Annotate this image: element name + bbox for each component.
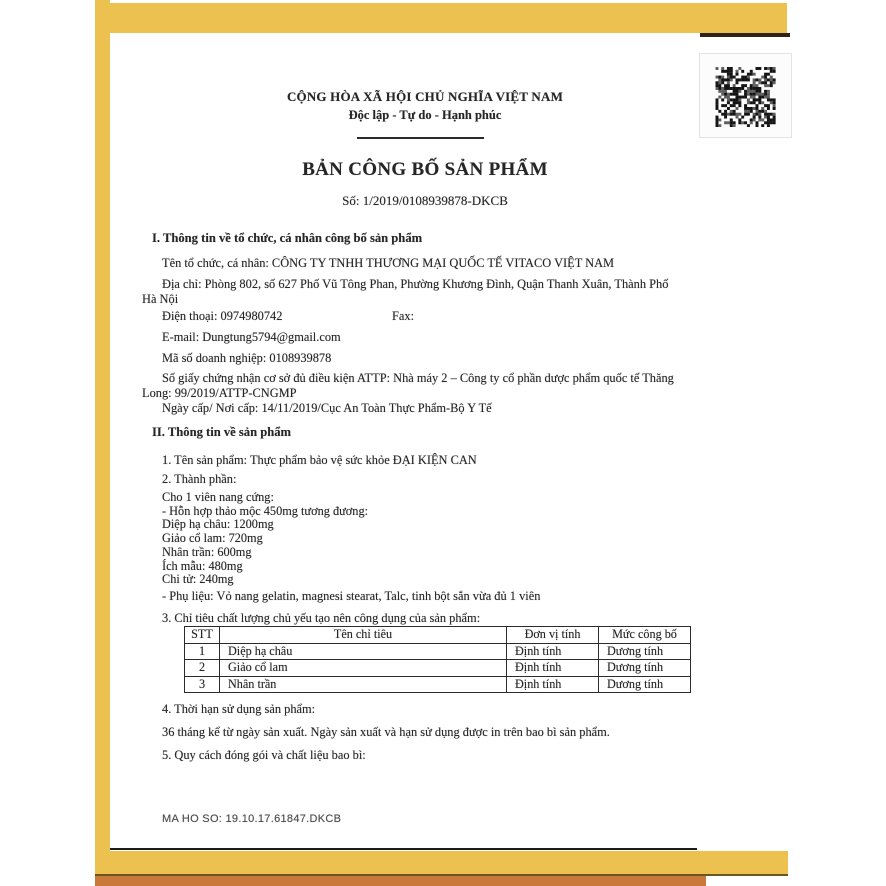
email-line: E-mail: Dungtung5794@gmail.com bbox=[162, 330, 341, 344]
national-motto: Độc lập - Tự do - Hạnh phúc bbox=[348, 108, 502, 122]
excipients: - Phụ liệu: Vỏ nang gelatin, magnesi stearat, Talc, tinh bột sắn vừa đủ 1 viên bbox=[162, 589, 541, 603]
motto-divider bbox=[357, 137, 484, 139]
national-title: CỘNG HÒA XÃ HỘI CHỦ NGHĨA VIỆT NAM bbox=[286, 89, 564, 104]
quality-heading: 3. Chỉ tiêu chất lượng chủ yếu tạo nên công dụng của sản phẩm: bbox=[162, 611, 481, 625]
file-code: MA HO SO: 19.10.17.61847.DKCB bbox=[162, 813, 342, 825]
composition-heading: 2. Thành phần: bbox=[162, 472, 237, 486]
section1-heading: I. Thông tin về tổ chức, cá nhân công bố sản phẩm bbox=[152, 231, 423, 245]
quality-table bbox=[184, 626, 691, 693]
org-address: Địa chỉ: Phòng 802, số 627 Phố Vũ Tông Phan, Phường Khương Đình, Quận Thanh Xuân, Thành Phố Hà Nội bbox=[142, 277, 669, 306]
col-header-stt: STT bbox=[185, 627, 220, 644]
cell-stt: 3 bbox=[185, 676, 220, 693]
cell-unit: Định tính bbox=[507, 660, 599, 677]
shelf-life-text: 36 tháng kể từ ngày sản xuất. Ngày sản xuất và hạn sử dụng được in trên bao bì sản phẩm. bbox=[162, 725, 610, 739]
org-name: Tên tổ chức, cá nhân: CÔNG TY TNHH THƯƠNG MẠI QUỐC TẾ VITACO VIỆT NAM bbox=[162, 256, 615, 270]
section2-heading: II. Thông tin về sản phẩm bbox=[152, 425, 292, 439]
ingredient-item: Chi tử: 240mg bbox=[162, 572, 234, 587]
table-row bbox=[185, 643, 691, 660]
herbal-mix: - Hỗn hợp thảo mộc 450mg tương đương: bbox=[162, 503, 369, 518]
composition-list bbox=[162, 491, 368, 587]
table-row bbox=[185, 660, 691, 677]
cell-level: Dương tính bbox=[599, 643, 691, 660]
document-title: BẢN CÔNG BỐ SẢN PHẨM bbox=[302, 159, 548, 180]
ingredient-item: Ích mẫu: 480mg bbox=[162, 558, 243, 573]
cell-name: Giảo cổ lam bbox=[220, 660, 507, 677]
col-header-unit: Đơn vị tính bbox=[507, 627, 599, 644]
col-header-name: Tên chỉ tiêu bbox=[220, 627, 507, 644]
shelf-life-heading: 4. Thời hạn sử dụng sản phẩm: bbox=[162, 702, 316, 716]
table-header-row bbox=[185, 627, 691, 644]
cell-name: Nhân trần bbox=[220, 676, 507, 693]
ingredient-item: Diệp hạ châu: 1200mg bbox=[162, 517, 274, 532]
ingredient-item: Giảo cổ lam: 720mg bbox=[162, 531, 263, 546]
ingredient-item: Nhân trần: 600mg bbox=[162, 544, 252, 559]
cell-name: Diệp hạ châu bbox=[220, 643, 507, 660]
fax-label: Fax: bbox=[392, 309, 415, 323]
packaging-heading: 5. Quy cách đóng gói và chất liệu bao bì: bbox=[162, 748, 366, 762]
cell-level: Dương tính bbox=[599, 676, 691, 693]
cell-level: Dương tính bbox=[599, 660, 691, 677]
business-id: Mã số doanh nghiệp: 0108939878 bbox=[162, 351, 332, 365]
cell-stt: 2 bbox=[185, 660, 220, 677]
cell-unit: Định tính bbox=[507, 676, 599, 693]
issue-info: Ngày cấp/ Nơi cấp: 14/11/2019/Cục An Toàn Thực Phẩm-Bộ Y Tế bbox=[162, 401, 492, 415]
product-name: 1. Tên sản phẩm: Thực phẩm bảo vệ sức khỏe ĐẠI KIỆN CAN bbox=[162, 453, 477, 467]
phone-line bbox=[162, 309, 415, 324]
table-row bbox=[185, 676, 691, 693]
attp-certificate: Số giấy chứng nhận cơ sở đủ điều kiện ATTP: Nhà máy 2 – Công ty cổ phần dược phẩm quốc tế Thăng Long: 99/2019/ATTP-CNGMP bbox=[142, 371, 674, 400]
phone-number: Điện thoại: 0974980742 bbox=[162, 309, 283, 323]
document-number: Số: 1/2019/0108939878-DKCB bbox=[342, 193, 508, 208]
per-capsule: Cho 1 viên nang cứng: bbox=[162, 490, 274, 504]
col-header-level: Mức công bố bbox=[599, 627, 691, 644]
cell-unit: Định tính bbox=[507, 643, 599, 660]
cell-stt: 1 bbox=[185, 643, 220, 660]
